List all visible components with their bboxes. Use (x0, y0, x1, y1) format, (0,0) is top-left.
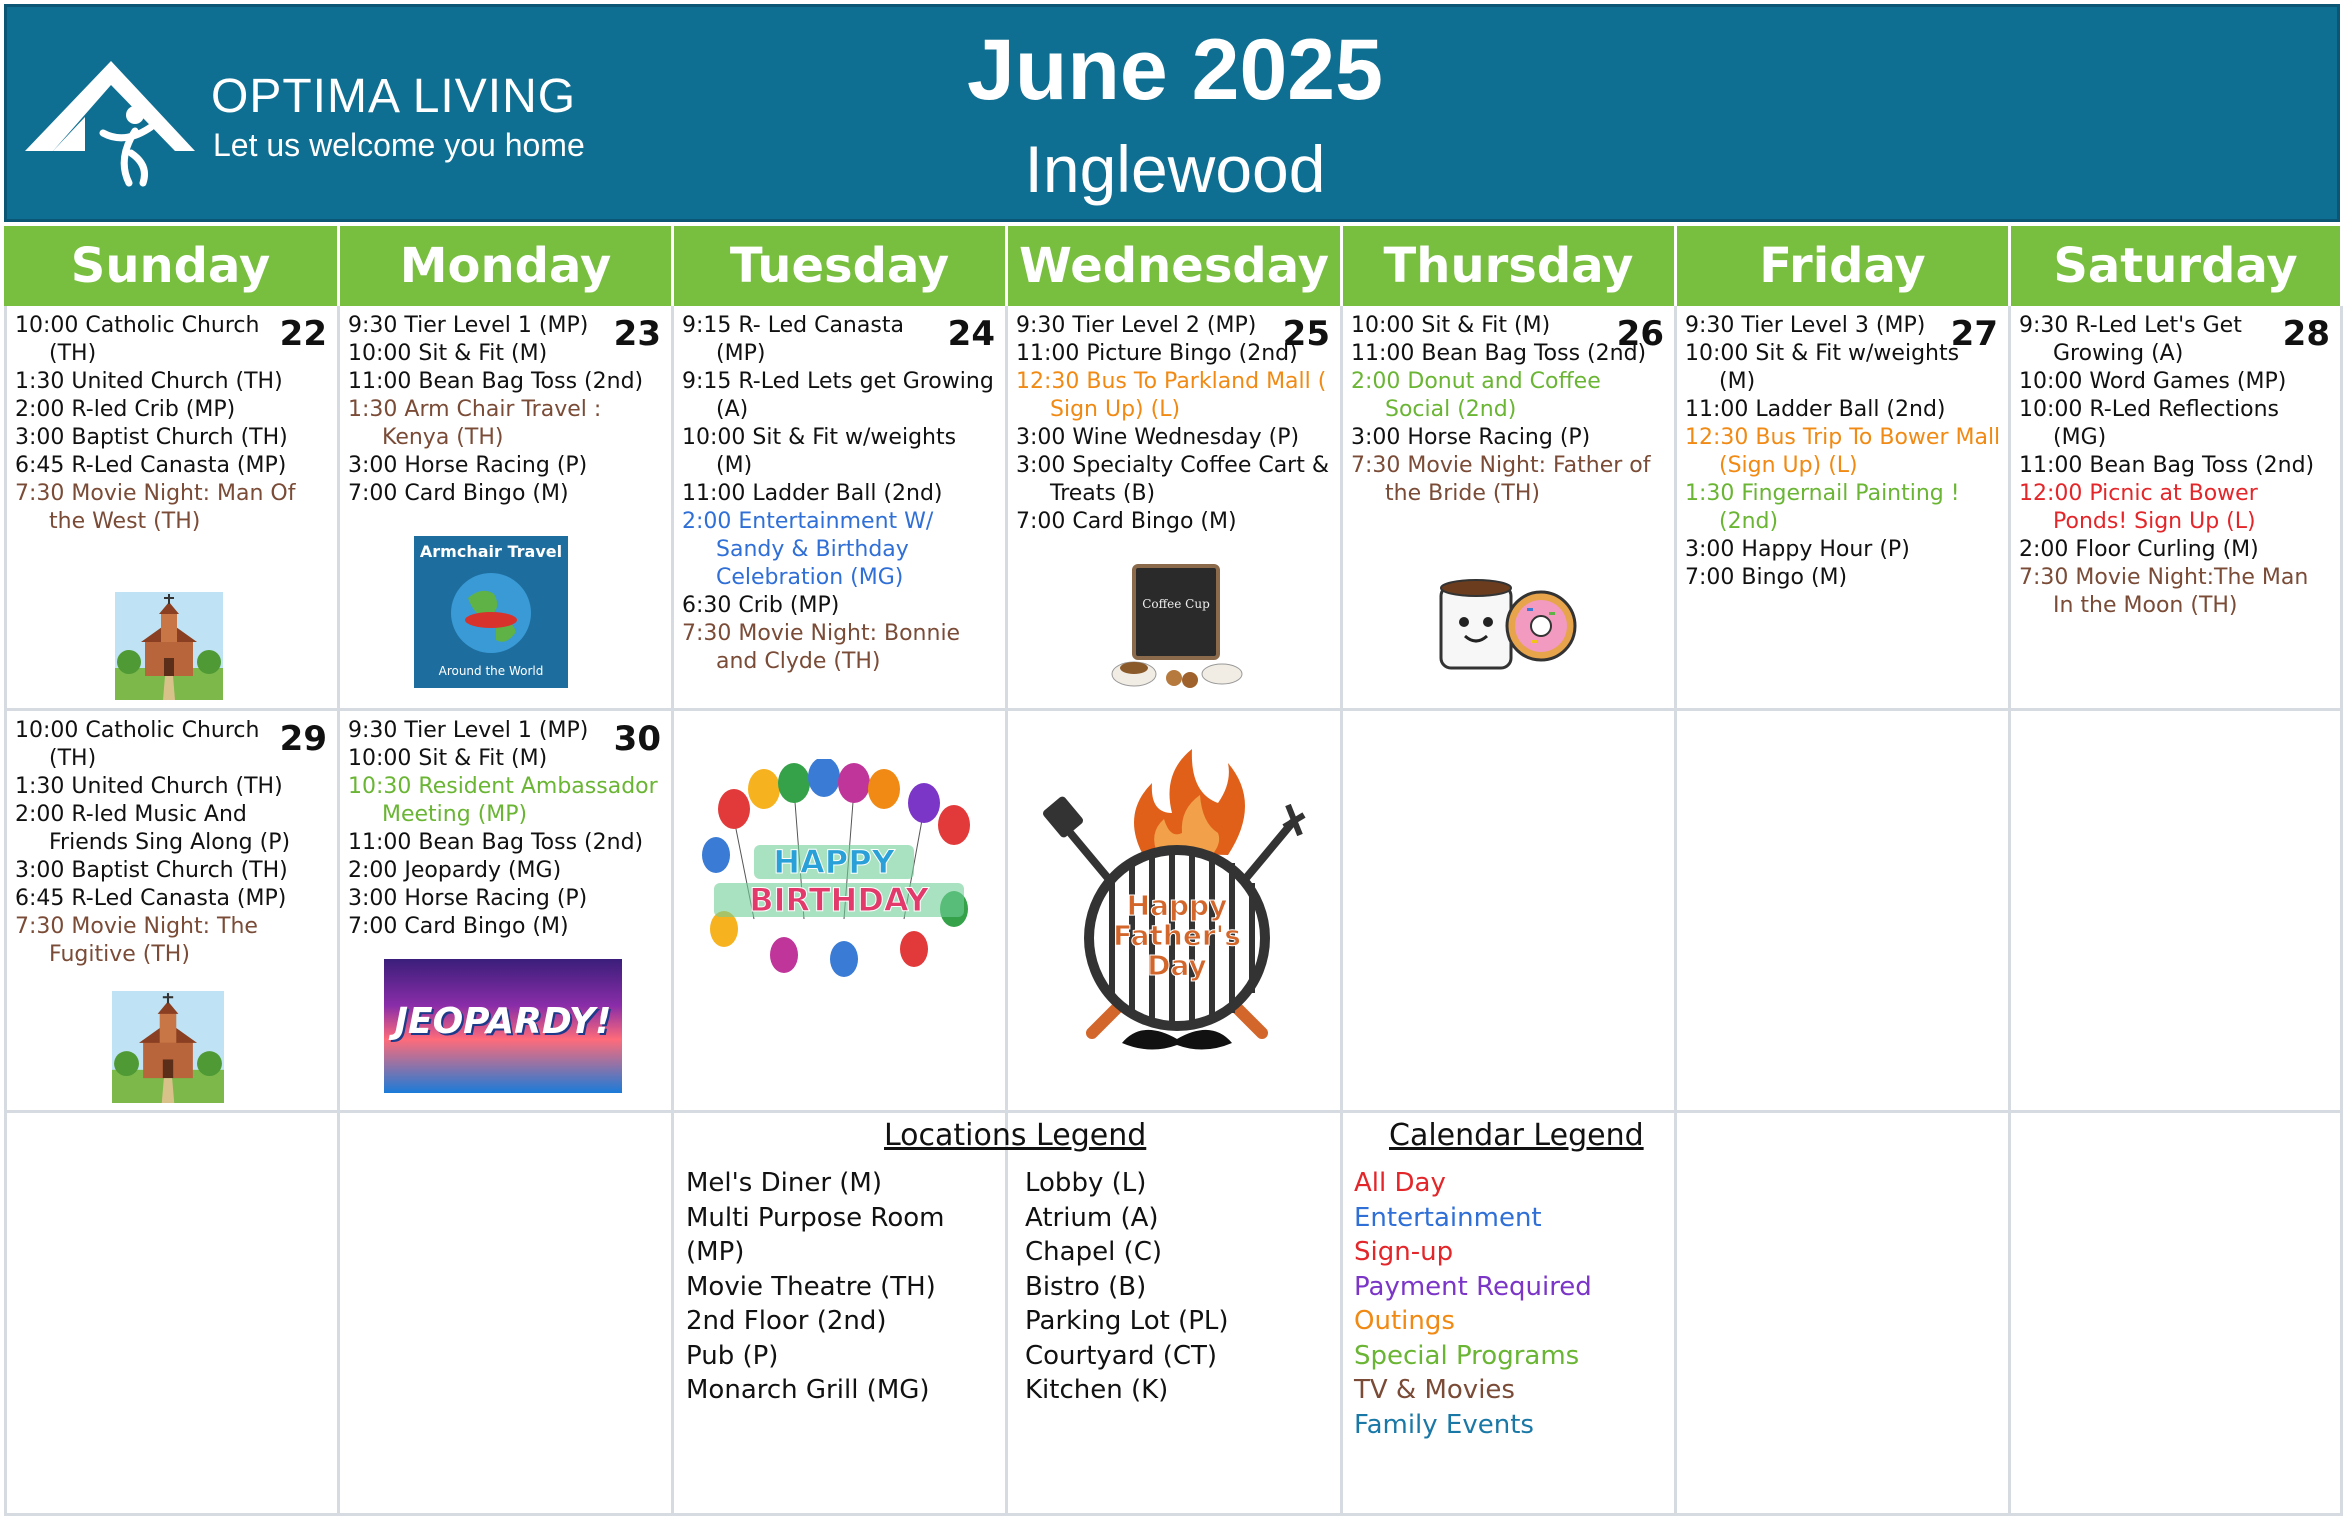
location-item: Monarch Grill (MG) (686, 1375, 930, 1405)
locations-legend-title: Locations Legend (884, 1118, 1147, 1153)
legend-sign-up: Sign-up (1354, 1237, 1454, 1267)
event-list (7, 717, 337, 969)
event-item: 11:00 Bean Bag Toss (2nd) (348, 369, 644, 394)
event-item: 11:00 Bean Bag Toss (2nd) (2019, 453, 2315, 478)
day-header-monday: Monday (340, 226, 671, 306)
date-number: 23 (613, 314, 661, 354)
day-header-friday: Friday (1677, 226, 2008, 306)
day-cell-23[interactable] (340, 306, 671, 708)
calendar-legend-title: Calendar Legend (1389, 1118, 1644, 1153)
happy-text: Happy (1126, 889, 1228, 922)
calendar-month-title: June 2025 (967, 22, 1383, 118)
event-item: 3:00 Horse Racing (P) (1351, 425, 1591, 450)
legend-family-events: Family Events (1354, 1409, 1534, 1440)
event-item: 1:30 United Church (TH) (15, 774, 283, 799)
location-item: Courtyard (CT) (1025, 1340, 1218, 1371)
fathers-day-image-cell (1008, 711, 1340, 1110)
coffee-cup-icon (1104, 562, 1254, 692)
location-item: Pub (P) (686, 1340, 779, 1371)
date-number: 25 (1282, 314, 1330, 354)
day-header-saturday: Saturday (2011, 226, 2340, 306)
event-item: 10:00 R-Led Reflections (MG) (2019, 397, 2280, 450)
event-item: 12:30 Bus To Parkland Mall ( Sign Up) (L) (1016, 369, 1327, 422)
day-header-thursday: Thursday (1343, 226, 1674, 306)
location-item: Chapel (C) (1025, 1237, 1162, 1267)
happy-birthday-balloons (694, 759, 984, 989)
event-item: 6:45 R-Led Canasta (MP) (15, 886, 287, 911)
event-item: 9:30 R-Led Let's Get Growing (A) (2019, 313, 2242, 366)
event-item: 7:00 Card Bingo (M) (1016, 509, 1237, 534)
event-item: 3:00 Horse Racing (P) (348, 886, 588, 911)
day-cell-30[interactable] (340, 711, 671, 1110)
legend-entertainment: Entertainment (1354, 1202, 1542, 1233)
calendar-legend-list (1354, 1166, 1654, 1442)
event-item: 11:00 Picture Bingo (2nd) (1016, 341, 1298, 366)
event-item: 10:00 Sit & Fit w/weights (M) (1685, 341, 1960, 394)
legend-tv-movies: TV & Movies (1354, 1375, 1515, 1405)
birthday-image-cell (674, 711, 1005, 1110)
event-item: 9:15 R-Led Lets get Growing (A) (682, 369, 994, 422)
fathers-text: Father's (1113, 919, 1241, 952)
event-list (340, 312, 671, 508)
event-item: 2:00 Jeopardy (MG) (348, 858, 562, 883)
event-item: 2:00 R-led Crib (MP) (15, 397, 236, 422)
grid-divider (4, 1110, 2343, 1113)
event-item: 10:00 Sit & Fit (M) (348, 341, 548, 366)
event-list (340, 717, 671, 941)
event-item: 11:00 Bean Bag Toss (2nd) (1351, 341, 1647, 366)
event-item: 2:00 Entertainment W/ Sandy & Birthday Celebration (MG) (682, 509, 934, 590)
locations-legend-col1 (686, 1166, 1006, 1408)
event-item: 6:45 R-Led Canasta (MP) (15, 453, 287, 478)
day-header-wednesday: Wednesday (1008, 226, 1340, 306)
logo-tagline: Let us welcome you home (213, 127, 585, 163)
jeopardy-logo (384, 959, 622, 1093)
location-item: Multi Purpose Room (MP) (686, 1202, 945, 1267)
event-item: 7:30 Movie Night: Father of the Bride (TH) (1351, 453, 1651, 506)
location-item: Bistro (B) (1025, 1271, 1147, 1302)
event-list (7, 312, 337, 536)
event-item: 1:30 United Church (TH) (15, 369, 283, 394)
location-item: Mel's Diner (M) (686, 1168, 883, 1198)
event-item: 10:00 Sit & Fit (M) (348, 746, 548, 771)
event-item: 1:30 Arm Chair Travel : Kenya (TH) (348, 397, 602, 450)
day-cell-25[interactable] (1008, 306, 1340, 708)
event-item: 3:00 Baptist Church (TH) (15, 858, 288, 883)
event-list (1008, 312, 1340, 536)
globe-icon (446, 568, 536, 658)
location-item: 2nd Floor (2nd) (686, 1306, 887, 1336)
day-header-tuesday: Tuesday (674, 226, 1005, 306)
coffee-donut-icon (1431, 568, 1581, 678)
event-item: 3:00 Specialty Coffee Cart & Treats (B) (1016, 453, 1330, 506)
calendar-header (4, 4, 2340, 222)
armchair-travel-title: Armchair Travel (419, 542, 563, 561)
logo-name: OPTIMA LIVING (211, 70, 577, 123)
legend-outings: Outings (1354, 1306, 1455, 1336)
event-item: 11:00 Ladder Ball (2nd) (682, 481, 943, 506)
event-item: 7:30 Movie Night: Man Of the West (TH) (15, 481, 296, 534)
event-item: 3:00 Baptist Church (TH) (15, 425, 288, 450)
event-item: 2:00 Donut and Coffee Social (2nd) (1351, 369, 1601, 422)
day-text: Day (1147, 949, 1207, 982)
event-list (2011, 312, 2340, 620)
event-item: 10:00 Sit & Fit w/weights (M) (682, 425, 957, 478)
event-item: 3:00 Wine Wednesday (P) (1016, 425, 1300, 450)
fathers-day-grill (1032, 743, 1322, 1093)
birthday-text: BIRTHDAY (749, 881, 929, 919)
event-item: 7:30 Movie Night: The Fugitive (TH) (15, 914, 258, 967)
event-item: 9:30 Tier Level 1 (MP) (348, 718, 589, 743)
event-list (1343, 312, 1674, 508)
event-list (674, 312, 1005, 676)
event-item: 9:15 R- Led Canasta (MP) (682, 313, 904, 366)
location-item: Parking Lot (PL) (1025, 1306, 1229, 1336)
event-item: 10:00 Catholic Church (TH) (15, 313, 260, 366)
event-item: 3:00 Happy Hour (P) (1685, 537, 1910, 562)
grid-divider (2340, 306, 2343, 1516)
date-number: 22 (279, 314, 327, 354)
date-number: 29 (279, 719, 327, 759)
event-item: 10:00 Catholic Church (TH) (15, 718, 260, 771)
event-item: 7:00 Card Bingo (M) (348, 914, 569, 939)
calendar-location-title: Inglewood (1024, 132, 1326, 206)
event-item: 2:00 Floor Curling (M) (2019, 537, 2259, 562)
day-cell-22[interactable] (7, 306, 337, 708)
date-number: 27 (1950, 314, 1998, 354)
event-item: 11:00 Ladder Ball (2nd) (1685, 397, 1946, 422)
event-item: 9:30 Tier Level 3 (MP) (1685, 313, 1926, 338)
event-item: 7:30 Movie Night:The Man In the Moon (TH) (2019, 565, 2309, 618)
event-item: 7:30 Movie Night: Bonnie and Clyde (TH) (682, 621, 961, 674)
event-item: 9:30 Tier Level 1 (MP) (348, 313, 589, 338)
event-item: 3:00 Horse Racing (P) (348, 453, 588, 478)
event-item: 12:00 Picnic at Bower Ponds! Sign Up (L) (2019, 481, 2258, 534)
legend-payment-required: Payment Required (1354, 1271, 1592, 1302)
event-item: 7:00 Card Bingo (M) (348, 481, 569, 506)
date-number: 26 (1616, 314, 1664, 354)
location-item: Kitchen (K) (1025, 1375, 1169, 1405)
day-cell-26[interactable] (1343, 306, 1674, 708)
event-item: 10:30 Resident Ambassador Meeting (MP) (348, 774, 658, 827)
armchair-travel-icon (414, 536, 568, 688)
day-cell-29[interactable] (7, 711, 337, 1110)
day-cell-27[interactable] (1677, 306, 2008, 708)
legend-all-day: All Day (1354, 1168, 1446, 1198)
location-item: Movie Theatre (TH) (686, 1271, 936, 1302)
event-item: 2:00 R-led Music And Friends Sing Along (P) (15, 802, 291, 855)
event-item: 1:30 Fingernail Painting ! (2nd) (1685, 481, 1960, 534)
church-icon (115, 592, 223, 700)
jeopardy-logo-text: JEOPARDY! (394, 1001, 612, 1042)
armchair-travel-subtitle: Around the World (438, 664, 544, 678)
mustache-icon (1122, 1030, 1232, 1050)
locations-legend-col2 (1025, 1166, 1325, 1408)
day-cell-24[interactable] (674, 306, 1005, 708)
location-item: Lobby (L) (1025, 1168, 1147, 1198)
event-item: 10:00 Sit & Fit (M) (1351, 313, 1551, 338)
church-icon (111, 991, 225, 1103)
date-number: 28 (2282, 314, 2330, 354)
day-header-sunday: Sunday (4, 226, 337, 306)
date-number: 24 (947, 314, 995, 354)
day-cell-28[interactable] (2011, 306, 2340, 708)
happy-text: HAPPY (773, 843, 895, 881)
event-item: 12:30 Bus Trip To Bower Mall (Sign Up) (L) (1685, 425, 2001, 478)
event-list (1677, 312, 2008, 592)
date-number: 30 (613, 719, 661, 759)
location-item: Atrium (A) (1025, 1202, 1159, 1233)
event-item: 10:00 Word Games (MP) (2019, 369, 2287, 394)
event-item: 9:30 Tier Level 2 (MP) (1016, 313, 1257, 338)
legend-special-programs: Special Programs (1354, 1340, 1580, 1371)
coffee-cup-sign-text: Coffee Cup (1142, 597, 1210, 611)
event-item: 6:30 Crib (MP) (682, 593, 840, 618)
event-item: 7:00 Bingo (M) (1685, 565, 1848, 590)
event-item: 11:00 Bean Bag Toss (2nd) (348, 830, 644, 855)
